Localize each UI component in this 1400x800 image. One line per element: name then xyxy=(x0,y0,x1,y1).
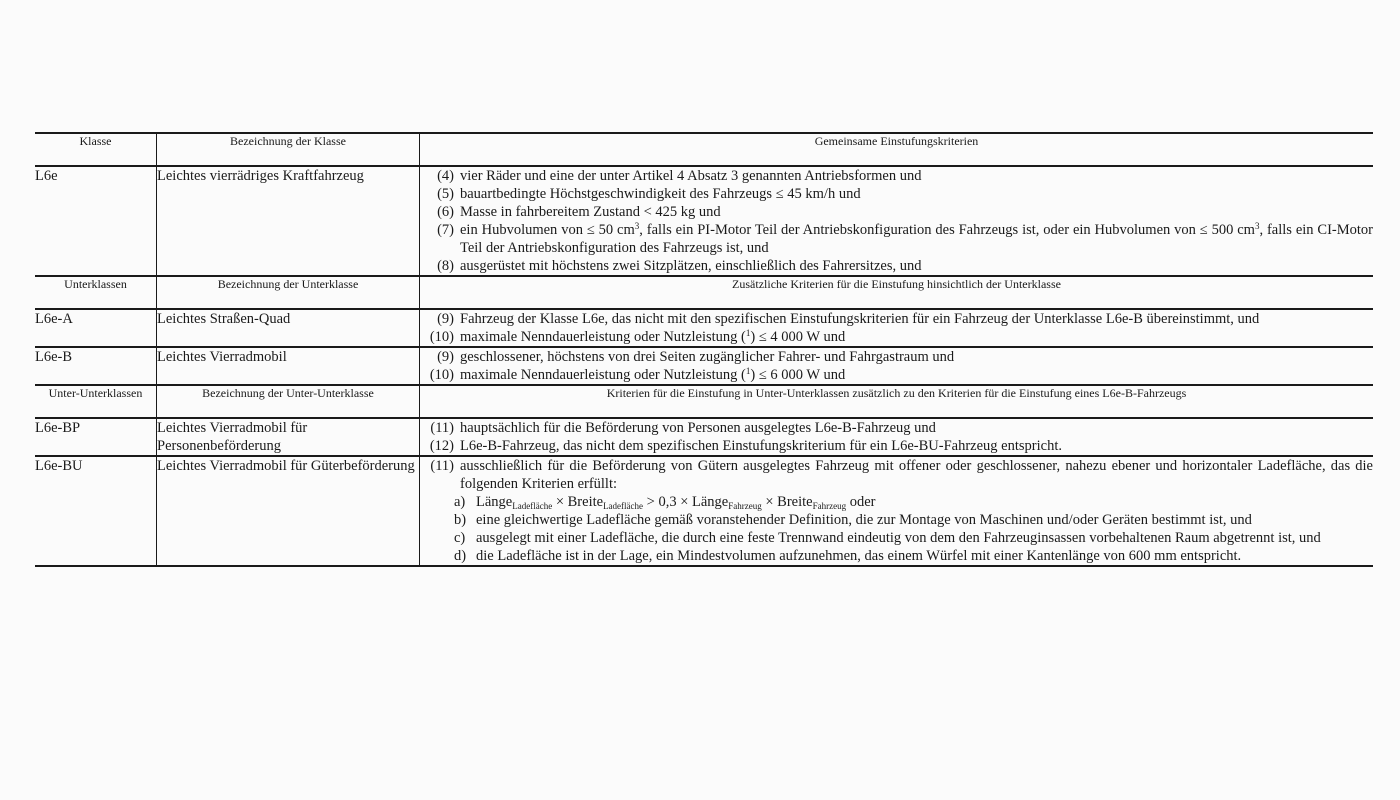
criterion-text: bauartbedingte Höchstgeschwindigkeit des Fahrzeugs ≤ 45 km/h und xyxy=(460,186,861,202)
sub-criterion-text: die Ladefläche ist in der Lage, ein Mindestvolumen aufzunehmen, das einem Würfel mit einer Kantenlänge von 600 mm entspricht. xyxy=(476,548,1242,564)
criterion-number: (10) xyxy=(429,329,454,345)
sub-criterion-letter: b) xyxy=(454,512,467,528)
criterion-item xyxy=(420,348,1373,366)
header-bezeichnung-unterklasse: Bezeichnung der Unterklasse xyxy=(157,276,420,309)
formula-part: Länge xyxy=(476,494,513,510)
criteria-cell xyxy=(420,309,1374,347)
criterion-text: ausgerüstet mit höchstens zwei Sitzplätzen, einschließlich des Fahrersitzes, und xyxy=(460,258,922,274)
criterion-text: Masse in fahrbereitem Zustand < 425 kg und xyxy=(460,204,721,220)
criterion-text-part: ) ≤ 4 000 W und xyxy=(750,329,846,345)
criterion-number: (6) xyxy=(437,204,454,220)
header-bezeichnung-unter-unterklasse: Bezeichnung der Unter-Unterklasse xyxy=(157,385,420,418)
criteria-cell xyxy=(420,418,1374,456)
criterion-text: L6e-B-Fahrzeug, das nicht dem spezifischen Einstufungskriterium für ein L6e-BU-Fahrzeug entspricht. xyxy=(460,438,1062,454)
header-gemeinsame-kriterien: Gemeinsame Einstufungskriterien xyxy=(420,133,1374,166)
criterion-number: (5) xyxy=(437,186,454,202)
criterion-text-part: maximale Nenndauerleistung oder Nutzleistung ( xyxy=(460,329,746,345)
criterion-text xyxy=(460,328,1373,346)
class-name: Leichtes Straßen-Quad xyxy=(157,309,420,347)
header-zusaetzliche-kriterien: Zusätzliche Kriterien für die Einstufung hinsichtlich der Unterklasse xyxy=(420,276,1374,309)
subscript: Fahrzeug xyxy=(728,501,762,511)
criterion-text: geschlossener, höchstens von drei Seiten zugänglicher Fahrer- und Fahrgastraum und xyxy=(460,349,955,365)
criteria-cell xyxy=(420,166,1374,276)
sub-criterion-letter: c) xyxy=(454,530,466,546)
criterion-text: Fahrzeug der Klasse L6e, das nicht mit den spezifischen Einstufungskriterien für ein Fahrzeug der Unterklasse L6e-B übereinstimmt, und xyxy=(460,311,1260,327)
header-klasse: Klasse xyxy=(35,133,157,166)
class-name: Leichtes Vierradmobil für Personenbeförderung xyxy=(157,418,420,456)
classification-table xyxy=(35,132,1373,567)
header-kriterien-unter-unterklassen: Kriterien für die Einstufung in Unter-Unterklassen zusätzlich zu den Kriterien für die Einstufung eines L6e-B-Fahrzeugs xyxy=(420,385,1374,418)
class-code: L6e-BP xyxy=(35,418,157,456)
criterion-item xyxy=(420,185,1373,203)
criterion-item xyxy=(420,203,1373,221)
criterion-number: (7) xyxy=(437,222,454,238)
row-l6e-bp xyxy=(35,418,1373,456)
sub-criterion-text: ausgelegt mit einer Ladefläche, die durch eine feste Trennwand eindeutig von dem den Fahrzeuginsassen vorbehaltenen Raum abgetrennt ist, und xyxy=(476,530,1321,546)
header-row-unter-unterklassen xyxy=(35,385,1373,418)
criterion-text: vier Räder und eine der unter Artikel 4 Absatz 3 genannten Antriebsformen und xyxy=(460,168,922,184)
criterion-item xyxy=(420,457,1373,493)
sub-criterion-b xyxy=(420,511,1373,529)
header-unterklassen: Unterklassen xyxy=(35,276,157,309)
footnote-marker: 1 xyxy=(745,328,751,338)
sub-criterion-letter: a) xyxy=(454,494,466,510)
criterion-item xyxy=(420,366,1373,384)
criterion-text: ausschließlich für die Beförderung von Gütern ausgelegtes Fahrzeug mit offener oder geschlossener, nahezu ebener und horizontaler Ladefläche, das die folgenden Kriterien erfüllt: xyxy=(460,458,1373,492)
subscript: Fahrzeug xyxy=(812,501,847,511)
class-name: Leichtes Vierradmobil für Güterbeförderung xyxy=(157,456,420,566)
criterion-number: (4) xyxy=(437,168,454,184)
criterion-item xyxy=(420,419,1373,437)
header-unter-unterklassen: Unter-Unterklassen xyxy=(35,385,157,418)
criterion-number: (9) xyxy=(437,349,454,365)
formula-part: × Breite xyxy=(552,494,604,510)
criterion-item xyxy=(420,257,1373,275)
formula-part: > 0,3 × Länge xyxy=(643,494,729,510)
sub-criterion-a xyxy=(420,493,1373,511)
criterion-number: (8) xyxy=(437,258,454,274)
header-bezeichnung-klasse: Bezeichnung der Klasse xyxy=(157,133,420,166)
criterion-text-part: maximale Nenndauerleistung oder Nutzleistung ( xyxy=(460,367,746,383)
class-code: L6e-A xyxy=(35,309,157,347)
footnote-marker: 1 xyxy=(745,366,751,376)
superscript: 3 xyxy=(1254,221,1260,231)
sub-criterion-text: eine gleichwertige Ladefläche gemäß voranstehender Definition, die zur Montage von Maschinen und/oder Geräten bestimmt ist, und xyxy=(476,512,1252,528)
sub-criterion-letter: d) xyxy=(454,548,467,564)
criterion-text-part: , falls ein PI-Motor Teil der Antriebskonfiguration des Fahrzeugs ist, oder ein Hubvolumen von ≤ 500 cm xyxy=(639,222,1255,238)
row-l6e-bu xyxy=(35,456,1373,566)
criterion-text-part: ) ≤ 6 000 W und xyxy=(750,367,846,383)
criterion-text xyxy=(460,366,1373,384)
criteria-cell xyxy=(420,347,1374,385)
criterion-item xyxy=(420,310,1373,328)
sub-criterion-d xyxy=(420,547,1373,565)
class-code: L6e xyxy=(35,166,157,276)
sub-criterion-text xyxy=(476,493,1373,511)
header-row-klasse xyxy=(35,133,1373,166)
header-row-unterklassen xyxy=(35,276,1373,309)
criterion-text-part: , falls ein CI-Motor Teil der Antriebskonfiguration des Fahrzeugs ist, und xyxy=(460,222,1374,256)
criterion-number: (11) xyxy=(430,458,454,474)
class-code: L6e-BU xyxy=(35,456,157,566)
row-l6e-b xyxy=(35,347,1373,385)
row-l6e-a xyxy=(35,309,1373,347)
subscript: Ladefläche xyxy=(603,501,644,511)
criterion-text xyxy=(460,221,1373,257)
criterion-item xyxy=(420,221,1373,257)
formula-part: × Breite xyxy=(761,494,813,510)
criterion-number: (10) xyxy=(429,367,454,383)
class-name: Leichtes vierrädriges Kraftfahrzeug xyxy=(157,166,420,276)
class-code: L6e-B xyxy=(35,347,157,385)
sub-criterion-c xyxy=(420,529,1373,547)
formula-part: oder xyxy=(846,494,876,510)
superscript: 3 xyxy=(634,221,640,231)
criterion-item xyxy=(420,167,1373,185)
criterion-text: hauptsächlich für die Beförderung von Personen ausgelegtes L6e-B-Fahrzeug und xyxy=(460,420,936,436)
row-l6e xyxy=(35,166,1373,276)
criterion-item xyxy=(420,437,1373,455)
criterion-text-part: ein Hubvolumen von ≤ 50 cm xyxy=(460,222,635,238)
subscript: Ladefläche xyxy=(512,501,553,511)
criterion-item xyxy=(420,328,1373,346)
criterion-number: (9) xyxy=(437,311,454,327)
class-name: Leichtes Vierradmobil xyxy=(157,347,420,385)
criterion-number: (12) xyxy=(429,438,454,454)
criterion-number: (11) xyxy=(430,420,454,436)
criteria-cell xyxy=(420,456,1374,566)
